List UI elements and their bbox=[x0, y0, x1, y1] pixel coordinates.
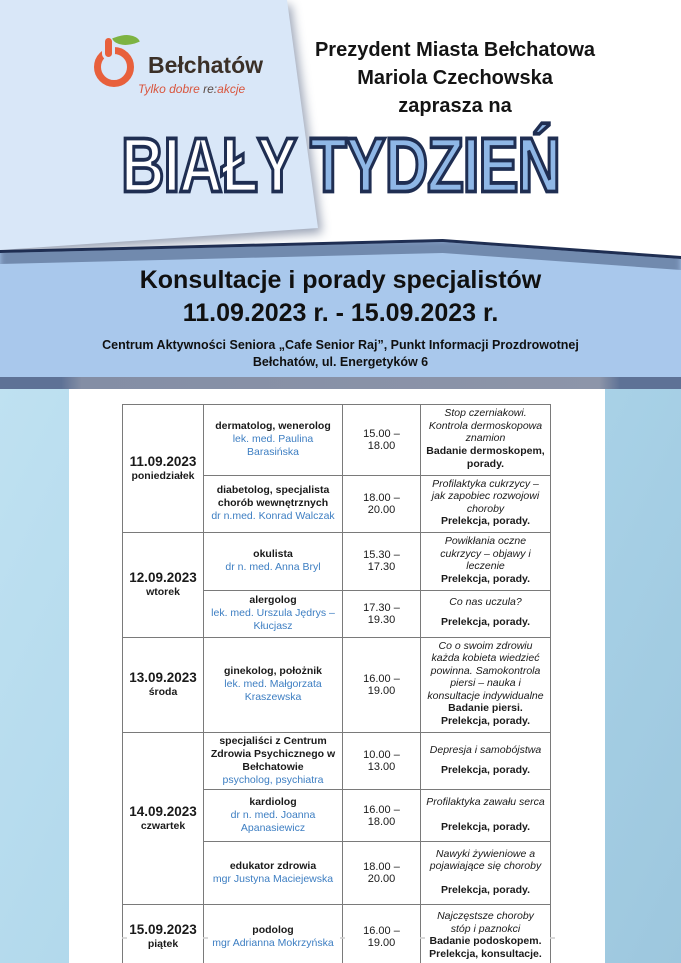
specialty-label: alergolog bbox=[249, 594, 297, 606]
description-cell bbox=[421, 590, 551, 637]
day-name: środa bbox=[148, 686, 178, 699]
date-value: 14.09.2023 bbox=[129, 804, 197, 819]
description-wrap bbox=[426, 744, 545, 779]
description-cell bbox=[421, 905, 551, 963]
specialist-cell bbox=[204, 733, 343, 790]
table-row bbox=[123, 533, 551, 591]
specialist-cell bbox=[204, 842, 343, 905]
invitation-line-2: Mariola Czechowska bbox=[357, 67, 553, 89]
invitation-block bbox=[285, 36, 625, 120]
specialist-cell bbox=[204, 637, 343, 733]
description-cell bbox=[421, 405, 551, 476]
tagline-accent: re: bbox=[203, 82, 218, 96]
specialist-name: mgr Adrianna Mokrzyńska bbox=[212, 936, 334, 949]
poster-title-word-2: TYDZIEŃ bbox=[310, 122, 560, 209]
specialty-label: specjaliści z Centrum Zdrowia Psychicznego w Bełchatowie bbox=[210, 735, 336, 773]
specialty-label: diabetolog, specjalista chorób wewnętrznych bbox=[216, 484, 330, 510]
date-value: 15.09.2023 bbox=[129, 922, 197, 937]
specialist-cell bbox=[204, 533, 343, 591]
table-row bbox=[123, 733, 551, 790]
table-row bbox=[123, 637, 551, 733]
date-cell bbox=[123, 405, 204, 533]
activity-text: Badanie dermoskopem, porady. bbox=[426, 444, 545, 470]
header-section bbox=[0, 0, 681, 262]
tagline-post: akcje bbox=[217, 82, 246, 96]
next-table-mark bbox=[420, 937, 425, 939]
topic-text: Najczęstsze choroby stóp i paznokci bbox=[437, 910, 534, 935]
topic-text: Profilaktyka zawału serca bbox=[426, 795, 545, 808]
specialist-cell bbox=[204, 790, 343, 842]
activity-text: Badanie piersi. Prelekcja, porady. bbox=[440, 702, 531, 727]
description-cell bbox=[421, 533, 551, 591]
specialty-label: edukator zdrowia bbox=[229, 860, 317, 872]
event-dates: 11.09.2023 r. - 15.09.2023 r. bbox=[182, 299, 499, 327]
activity-text: Prelekcja, porady. bbox=[440, 763, 531, 776]
date-cell bbox=[123, 637, 204, 733]
specialist-name: dr n. med. Joanna Apanasiewicz bbox=[230, 809, 316, 834]
specialty-label: dermatolog, wenerolog bbox=[215, 420, 331, 433]
specialist-cell bbox=[204, 475, 343, 533]
description-cell bbox=[421, 637, 551, 733]
specialist-name: lek. med. Małgorzata Kraszewska bbox=[224, 678, 322, 704]
topic-text: Co o swoim zdrowiu każda kobieta wiedzieć powinna. Samokontrola piersi – nauka i konsultacje indywidualne bbox=[427, 639, 544, 702]
topic-text: Profilaktyka cukrzycy – jak zapobiec rozwojowi choroby bbox=[431, 477, 540, 515]
specialty-label: ginekolog, położnik bbox=[224, 665, 322, 678]
invitation-line-1: Prezydent Miasta Bełchatowa bbox=[314, 39, 596, 61]
event-venue-line-1: Centrum Aktywności Seniora „Cafe Senior Raj”, Punkt Informacji Prozdrowotnej bbox=[102, 338, 579, 352]
poster-title bbox=[0, 122, 681, 209]
topic-text: Co nas uczula? bbox=[449, 596, 522, 608]
date-cell bbox=[123, 733, 204, 905]
event-info-band bbox=[0, 240, 681, 377]
time-cell: 16.00 – 19.00 bbox=[343, 905, 421, 963]
poster-title-word-1: BIAŁY bbox=[121, 122, 297, 209]
day-name: piątek bbox=[147, 938, 179, 950]
belchatow-logo bbox=[90, 30, 280, 110]
tagline-pre: Tylko dobre bbox=[138, 82, 204, 96]
topic-text: Nawyki żywieniowe a pojawiające się choroby bbox=[429, 847, 542, 872]
description-wrap bbox=[426, 796, 545, 836]
time-cell: 17.30 – 19.30 bbox=[343, 590, 421, 637]
specialty-label: podolog bbox=[252, 923, 294, 936]
specialist-name: lek. med. Urszula Jędrys – Kłucjasz bbox=[211, 607, 335, 632]
activity-text: Badanie podoskopem. Prelekcja, konsultacje. bbox=[429, 935, 542, 960]
description-cell bbox=[421, 475, 551, 533]
time-cell: 15.00 – 18.00 bbox=[343, 405, 421, 476]
activity-text: Prelekcja, porady. bbox=[440, 616, 531, 628]
specialist-cell bbox=[204, 405, 343, 476]
time-cell: 18.00 – 20.00 bbox=[343, 475, 421, 533]
table-row bbox=[123, 905, 551, 963]
date-cell bbox=[123, 905, 204, 963]
topic-text: Stop czerniakowi. Kontrola dermoskopowa znamion bbox=[428, 407, 543, 444]
date-value: 11.09.2023 bbox=[129, 454, 197, 469]
description-cell bbox=[421, 790, 551, 842]
activity-text: Prelekcja, porady. bbox=[440, 572, 531, 585]
invitation-line-3: zaprasza na bbox=[398, 95, 512, 117]
day-name: poniedziałek bbox=[131, 470, 195, 482]
activity-text: Prelekcja, porady. bbox=[440, 515, 531, 527]
date-value: 13.09.2023 bbox=[129, 670, 197, 686]
next-table-mark bbox=[203, 937, 208, 939]
description-wrap bbox=[426, 596, 545, 631]
description-wrap bbox=[426, 640, 545, 731]
description-wrap bbox=[426, 407, 545, 473]
brand-tagline bbox=[138, 82, 245, 96]
event-heading: Konsultacje i porady specjalistów bbox=[139, 266, 542, 294]
topic-text: Powikłania oczne cukrzycy – objawy i leczenie bbox=[440, 535, 531, 572]
specialist-name: dr n.med. Konrad Walczak bbox=[211, 510, 335, 523]
next-table-mark bbox=[122, 937, 127, 939]
specialist-name: mgr Justyna Maciejewska bbox=[212, 873, 334, 885]
day-name: czwartek bbox=[140, 820, 186, 832]
brand-name: Bełchatów bbox=[148, 52, 264, 78]
power-bar-icon bbox=[105, 38, 112, 57]
time-cell: 10.00 – 13.00 bbox=[343, 733, 421, 790]
specialist-cell bbox=[204, 590, 343, 637]
topic-text: Depresja i samobójstwa bbox=[429, 743, 542, 756]
next-table-mark bbox=[340, 937, 345, 939]
document-page bbox=[69, 389, 605, 963]
time-cell: 16.00 – 19.00 bbox=[343, 637, 421, 733]
next-table-mark bbox=[550, 937, 555, 939]
activity-text: Prelekcja, porady. bbox=[440, 883, 531, 896]
specialty-label: okulista bbox=[253, 548, 293, 561]
description-cell bbox=[421, 733, 551, 790]
activity-text: Prelekcja, porady. bbox=[440, 820, 531, 833]
event-venue-line-2: Bełchatów, ul. Energetyków 6 bbox=[252, 355, 429, 369]
date-value: 12.09.2023 bbox=[129, 570, 197, 586]
specialist-name: lek. med. Paulina Barasińska bbox=[232, 433, 314, 459]
specialist-name: dr n. med. Anna Bryl bbox=[225, 561, 321, 574]
time-cell: 15.30 – 17.30 bbox=[343, 533, 421, 591]
description-cell bbox=[421, 842, 551, 905]
schedule-table bbox=[122, 404, 551, 963]
description-wrap bbox=[426, 535, 545, 588]
band-text-block bbox=[0, 264, 681, 371]
description-wrap bbox=[426, 848, 545, 899]
specialist-cell bbox=[204, 905, 343, 963]
description-wrap bbox=[426, 478, 545, 531]
date-cell bbox=[123, 533, 204, 638]
power-ring-icon bbox=[94, 47, 134, 87]
page-body bbox=[0, 389, 681, 963]
day-name: wtorek bbox=[146, 586, 180, 599]
time-cell: 16.00 – 18.00 bbox=[343, 790, 421, 842]
description-wrap bbox=[426, 910, 545, 963]
table-row bbox=[123, 405, 551, 476]
specialist-name: psycholog, psychiatra bbox=[222, 774, 324, 786]
divider-strip bbox=[0, 377, 681, 389]
specialty-label: kardiolog bbox=[249, 796, 297, 808]
time-cell: 18.00 – 20.00 bbox=[343, 842, 421, 905]
